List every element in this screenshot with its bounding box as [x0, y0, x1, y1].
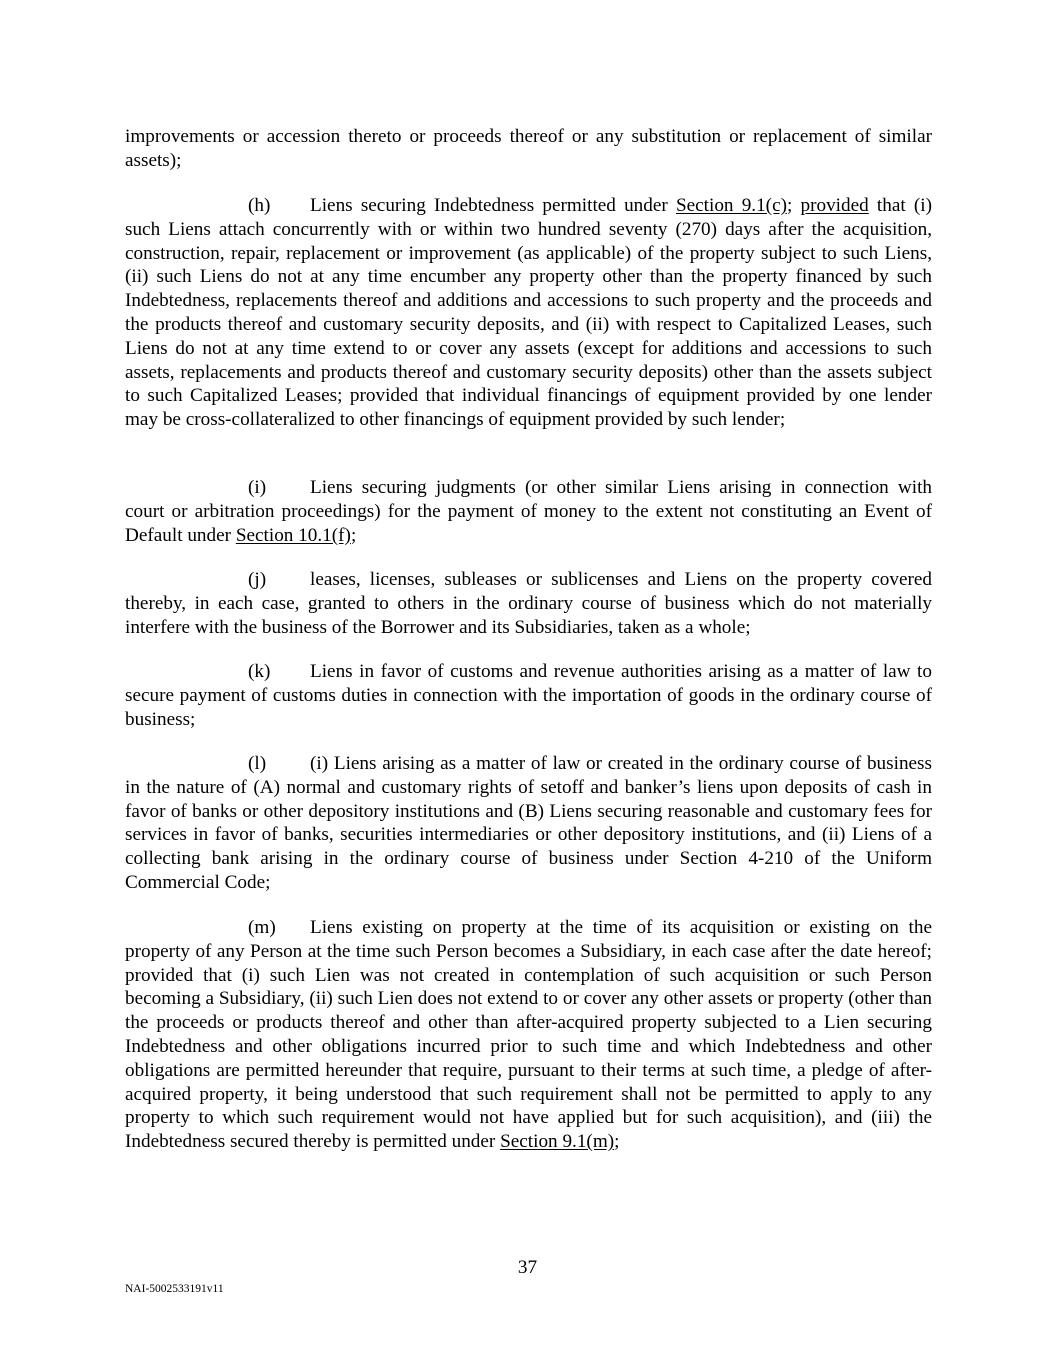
section-10-1-f-reference: Section 10.1(f) — [235, 524, 351, 546]
clause-k-text: Liens in favor of customs and revenue authorities arising as a matter of law to secure payment of customs duties in connection with the importation of goods in the ordinary course of business; — [125, 661, 932, 730]
clause-l — [125, 752, 932, 895]
clause-l-label: (l) — [248, 753, 267, 774]
clause-h — [125, 194, 932, 432]
continuation-paragraph — [125, 125, 932, 173]
section-9-1-m-reference: Section 9.1(m) — [500, 1131, 615, 1153]
continuation-text: improvements or accession thereto or proceeds thereof or any substitution or replacement of similar assets); — [125, 126, 932, 171]
clause-m-label: (m) — [248, 917, 276, 938]
clause-i — [125, 476, 932, 547]
clause-h-label: (h) — [248, 195, 271, 216]
clause-h-text-post: that (i) such Liens attach concurrently with or within two hundred seventy (270) days after the acquisition, construction, repair, replacement or improvement (as applicable) of the property subject to such Liens, (ii) such Liens do not at any time encumber any property other than the property financed by such Indebtedness, replacements thereof and additions and accessions to such property and the proceeds and the products thereof and customary security deposits, and (ii) with respect to Capitalized Leases, such Liens do not at any time extend to or cover any assets (except for additions and accessions to such assets, replacements and products thereof and customary security deposits) other than the assets subject to such Capitalized Leases; provided that individual financings of equipment provided by one lender may be cross-collateralized to other financings of equipment provided by such lender; — [125, 195, 932, 431]
document-id: NAI-5002533191v11 — [125, 1283, 224, 1295]
clause-j-text: leases, licenses, subleases or sublicenses and Liens on the property covered thereby, in each case, granted to others in the ordinary course of business which do not materially interfere with the business of the Borrower and its Subsidiaries, taken as a whole; — [125, 569, 932, 638]
clause-m-text-post: ; — [614, 1131, 620, 1153]
clause-i-label: (i) — [248, 477, 267, 498]
clause-h-text-pre: Liens securing Indebtedness permitted under — [310, 195, 676, 216]
section-9-1-c-reference: Section 9.1(c) — [675, 195, 787, 216]
clause-m-text-pre: Liens existing on property at the time of its acquisition or existing on the property of any Person at the time such Person becomes a Subsidiary, in each case after the date hereof; provided that (i) such Lien was not created in contemplation of such acquisition or such Person becoming a Subsidiary, (ii) such Lien does not extend to or cover any other assets or property (other than the proceeds or products thereof and other than after-acquired property subjected to a Lien securing Indebtedness and other obligations incurred prior to such time and which Indebtedness and other obligations are permitted hereunder that require, pursuant to their terms at such time, a pledge of after-acquired property, it being understood that such requirement shall not be permitted to apply to any property to which such requirement would not have applied but for such acquisition), and (iii) the Indebtedness secured thereby is permitted under — [125, 917, 932, 1153]
clause-k-label: (k) — [248, 661, 271, 682]
clause-i-text-post: ; — [350, 524, 357, 546]
clause-j — [125, 568, 932, 639]
page-number: 37 — [517, 1257, 538, 1278]
provided-term: provided — [800, 195, 869, 216]
clause-m — [125, 916, 932, 1154]
clause-l-text: (i) Liens arising as a matter of law or created in the ordinary course of business in the nature of (A) normal and customary rights of setoff and banker’s liens upon deposits of cash in favor of banks or other depository institutions and (B) Liens securing reasonable and customary fees for services in favor of banks, securities intermediaries or other depository institutions, and (ii) Liens of a collecting bank arising in the ordinary course of business under Section 4-210 of the Uniform Commercial Code; — [125, 753, 932, 893]
clause-j-label: (j) — [248, 569, 267, 590]
clause-k — [125, 660, 932, 731]
clause-h-text-mid: ; — [786, 195, 801, 216]
clause-i-text-pre: Liens securing judgments (or other similar Liens arising in connection with court or arbitration proceedings) for the payment of money to the extent not constituting an Event of Default under — [125, 477, 932, 546]
